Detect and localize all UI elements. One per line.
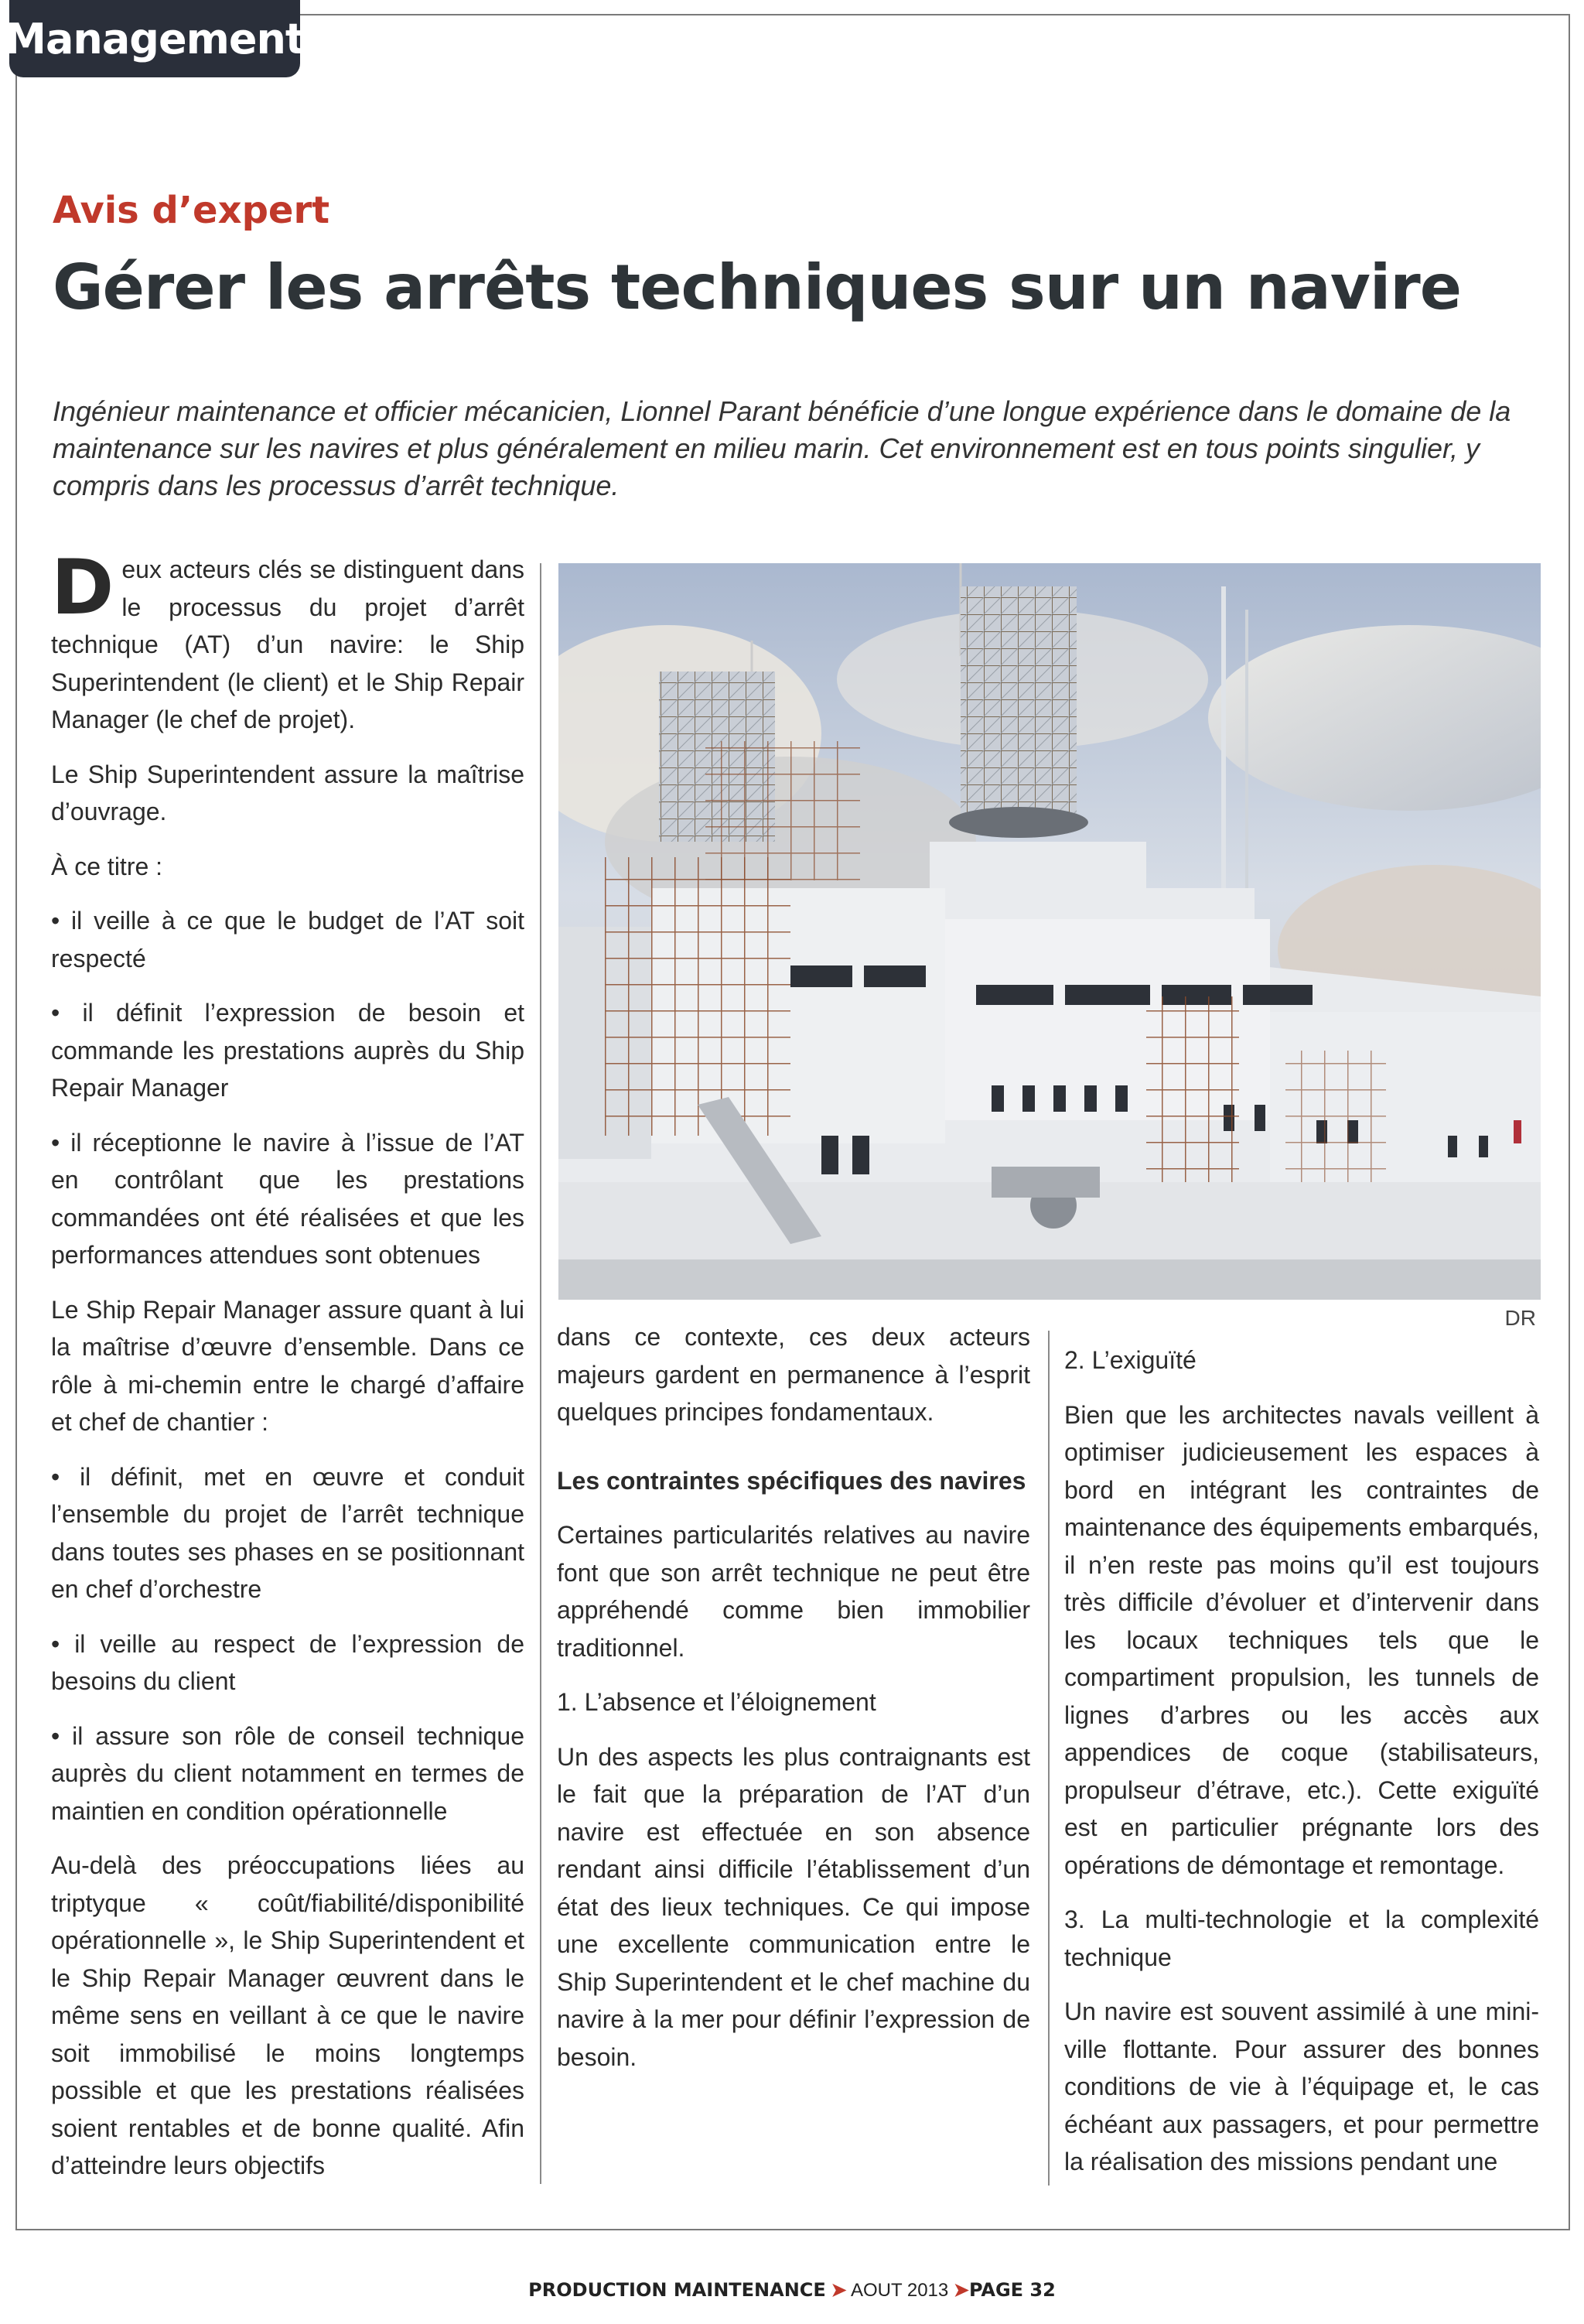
paragraph: Le Ship Repair Manager assure quant à lui la maîtrise d’œuvre d’ensemble. Dans ce rôle à mi-chemin entre le chargé d’affaire et chef de chantier : xyxy=(51,1295,524,1436)
numbered-heading: 2. L’exiguïté xyxy=(1064,1346,1197,1374)
headline: Gérer les arrêts techniques sur un navire xyxy=(53,251,1461,323)
drop-cap: D xyxy=(51,544,114,632)
paragraph: Le Ship Superintendent assure la maîtrise d’ouvrage. xyxy=(51,760,524,825)
bullet-item: • il veille à ce que le budget de l’AT soit respecté xyxy=(51,907,524,972)
section-tab xyxy=(5,0,305,77)
paragraph: À ce titre : xyxy=(51,852,163,880)
paragraph: Au-delà des préoccupations liées au triptyque « coût/fiabilité/disponibilité opérationnelle », le Ship Superintendent et le Ship Repair Manager œuvrent dans le même sens en veillant à ce que le navire soit immobilisé le moins longtemps possible et que les prestations réalisées soient rentables et de bonne qualité. Afin d’atteindre leurs objectifs xyxy=(51,1851,524,2179)
bullet-item: • il définit l’expression de besoin et commande les prestations auprès du Ship Repair Manager xyxy=(51,999,524,1102)
ship-photo xyxy=(558,563,1541,1300)
kicker: Avis d’expert xyxy=(53,189,330,232)
publication-name: PRODUCTION MAINTENANCE xyxy=(528,2279,826,2301)
bullet-item: • il veille au respect de l’expression de besoins du client xyxy=(51,1629,524,1695)
paragraph xyxy=(51,544,524,739)
arrow-icon: ➤ xyxy=(953,2280,970,2301)
numbered-heading: 1. L’absence et l’éloignement xyxy=(557,1688,876,1716)
page-footer xyxy=(0,2279,1584,2302)
paragraph: Bien que les architectes navals veillent à optimiser judicieusement les espaces à bord en intégrant les contraintes de maintenance des équipements embarqués, il n’en reste pas moins qu’il est toujours très difficile d’évoluer et d’intervenir dans les locaux techniques tels que le compartiment propulsion, les tunnels de lignes d’arbres ou les accès aux appendices de coque (stabilisateurs, propulseur d’étrave, etc.). Cette exiguïté est en particulier prégnante lors des opérations de démontage et remontage. xyxy=(1064,1400,1539,1879)
paragraph: Certaines particularités relatives au navire font que son arrêt technique ne peut être appréhendé comme bien immobilier traditionnel. xyxy=(557,1521,1030,1662)
photo-credit: DR xyxy=(1504,1306,1536,1330)
paragraph: Un navire est souvent assimilé à une mini-ville flottante. Pour assurer des bonnes conditions de vie à l’équipage et, le cas échéant aux passagers, et pour permettre la réalisation des missions pendant une xyxy=(1064,1998,1539,2175)
article-column-3 xyxy=(1064,1341,1539,2198)
issue-date: AOUT 2013 xyxy=(850,2280,949,2301)
lead-paragraph: Ingénieur maintenance et officier mécanicien, Lionnel Parant bénéficie d’une longue expérience dans le domaine de la maintenance sur les navires et plus généralement en milieu marin. Cet environnement est en tous points singulier, y compris dans les processus d’arrêt technique. xyxy=(53,395,1511,501)
section-tab-label: Management xyxy=(5,14,305,63)
article-column-2 xyxy=(557,1318,1030,2093)
bullet-item: • il réceptionne le navire à l’issue de l’AT en contrôlant que les prestations commandées ont été réalisées et que les performances attendues sont obtenues xyxy=(51,1128,524,1269)
paragraph-text: eux acteurs clés se distinguent dans le processus du projet d’arrêt technique (AT) d’un navire: le Ship Superintendent (le client) et le Ship Repair Manager (le chef de projet). xyxy=(51,555,524,733)
paragraph: Un des aspects les plus contraignants est le fait que la préparation de l’AT d’un navire est effectuée en son absence rendant ainsi difficile l’établissement d’un état des lieux techniques. Ce qui impose une excellente communication entre le Ship Superintendent et le chef machine du navire à la mer pour définir l’expression de besoin. xyxy=(557,1742,1030,2071)
arrow-icon: ➤ xyxy=(831,2280,847,2301)
page-number: PAGE 32 xyxy=(969,2279,1056,2301)
column-divider xyxy=(540,563,541,2184)
column-divider xyxy=(1048,1331,1050,2186)
paragraph: dans ce contexte, ces deux acteurs majeurs gardent en permanence à l’esprit quelques principes fondamentaux. xyxy=(557,1323,1030,1426)
article-column-1 xyxy=(51,544,524,2202)
bullet-item: • il définit, met en œuvre et conduit l’ensemble du projet de l’arrêt technique dans toutes ses phases en se positionnant en chef d’orchestre xyxy=(51,1462,524,1603)
numbered-heading: 3. La multi-technologie et la complexité technique xyxy=(1064,1905,1539,1971)
subheading: Les contraintes spécifiques des navires xyxy=(557,1466,1026,1495)
bullet-item: • il assure son rôle de conseil technique auprès du client notamment en termes de maintien en condition opérationnelle xyxy=(51,1721,524,1825)
